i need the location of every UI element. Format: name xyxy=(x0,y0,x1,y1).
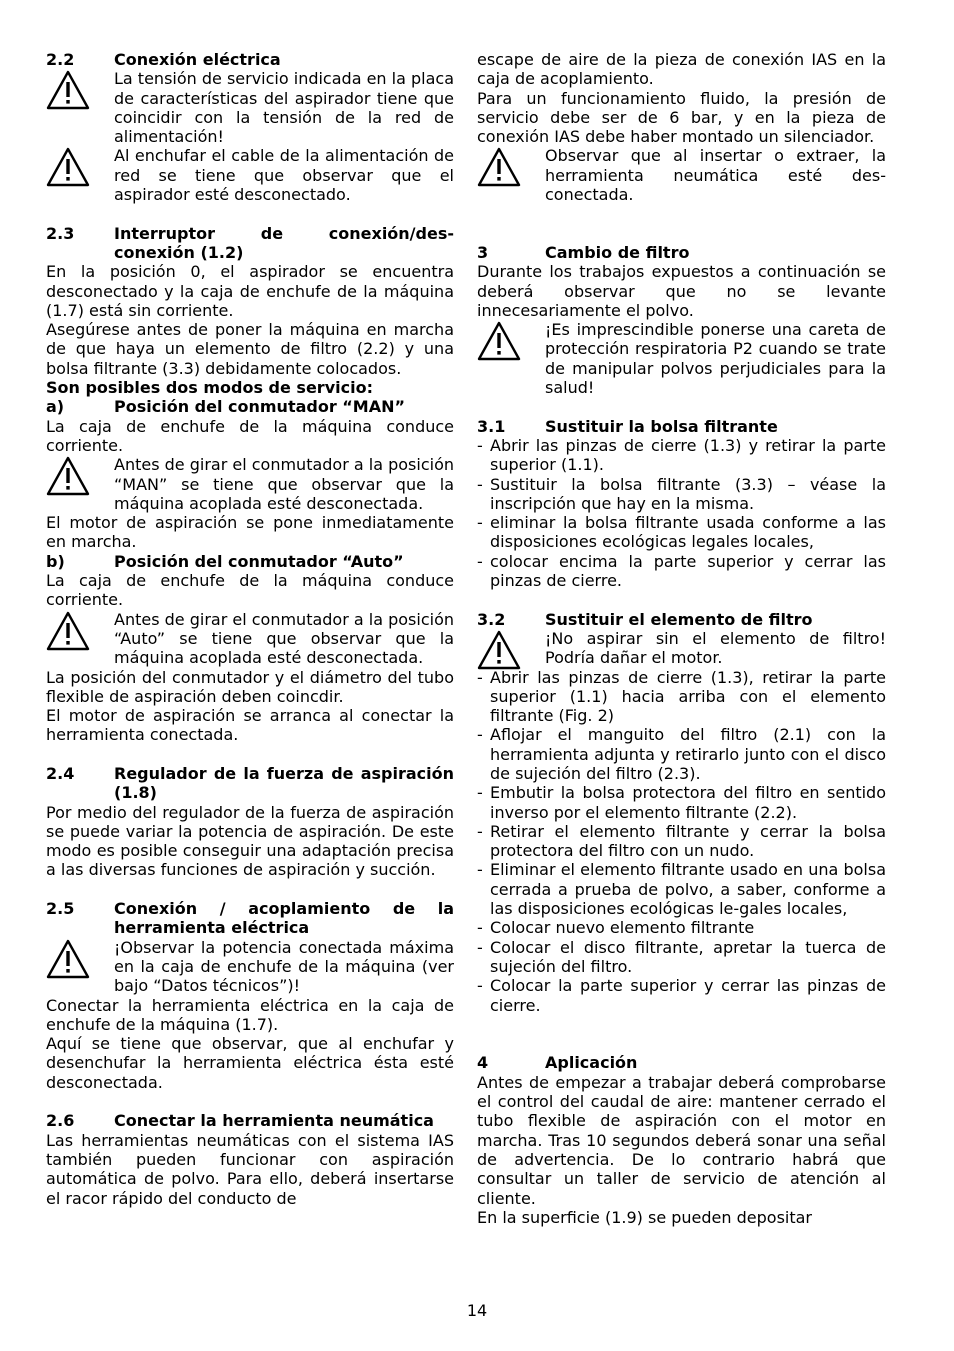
subsection-heading-a xyxy=(46,397,454,416)
section-title: Conectar la herramienta neumática xyxy=(114,1111,434,1131)
paragraph: Para un funcionamiento fluido, la presión de servicio debe ser de 6 bar, y en la pieza de conexión IAS debe haber montado un silenciador. xyxy=(477,88,886,147)
list-dash: - xyxy=(477,474,483,494)
paragraph: Durante los trabajos expuestos a continuación se deberá observar que no se levante innecesariamente el polvo. xyxy=(477,262,886,320)
modes-heading: Son posibles dos modos de servicio: xyxy=(46,378,373,398)
warning-block xyxy=(46,610,454,668)
list-item-text: Retirar el elemento filtrante y cerrar la bolsa protectora del filtro con un nudo. xyxy=(490,821,886,861)
paragraph: La caja de enchufe de la máquina conduce corriente. xyxy=(46,571,454,610)
paragraph: El motor de aspiración se pone inmediatamente en marcha. xyxy=(46,513,454,552)
list-item xyxy=(477,918,886,937)
warning-block xyxy=(477,146,886,204)
list-dash: - xyxy=(477,976,483,996)
list-item xyxy=(477,513,886,552)
section-number: 4 xyxy=(477,1053,489,1073)
list-item-text: Colocar la parte superior y cerrar las pinzas de cierre. xyxy=(490,976,886,1015)
list-item xyxy=(477,976,886,1015)
list-item-text: Abrir las pinzas de cierre (1.3) y retirar la parte superior (1.1). xyxy=(490,435,886,475)
section-number: 2.4 xyxy=(46,763,75,783)
list-item xyxy=(477,475,886,514)
paragraph: El motor de aspiración se arranca al conectar la herramienta conectada. xyxy=(46,706,454,745)
warning-text: ¡Es imprescindible ponerse una careta de protección respiratoria P2 cuando se trate de manipular polvos perjudiciales para la salud! xyxy=(545,320,886,398)
paragraph: En la superficie (1.9) se pueden depositar xyxy=(477,1207,813,1227)
warning-block xyxy=(46,146,454,204)
section-heading-2-2 xyxy=(46,50,454,69)
list-item-text: Aflojar el manguito del filtro (2.1) con la herramienta adjunta y retirarlo junto con el disco de sujeción del filtro (2.3). xyxy=(490,725,886,783)
list-dash: - xyxy=(477,783,483,803)
list-dash: - xyxy=(477,667,483,687)
section-title: Cambio de filtro xyxy=(545,242,690,262)
list-item xyxy=(477,822,886,861)
section-heading-3-1 xyxy=(477,417,886,436)
section-number: 3 xyxy=(477,242,489,262)
section-heading-2-5 xyxy=(46,899,454,938)
page-number: 14 xyxy=(466,1301,488,1320)
section-heading-3-2 xyxy=(477,610,886,629)
paragraph: Antes de empezar a trabajar deberá comprobarse el control del caudal de aire: mantener cerrado el tubo flexible de aspiración con el motor en marcha. Tras 10 segundos deberá sonar una señal de advertencia. De lo contrario habrá que consultar un taller de servicio de atención al cliente. xyxy=(477,1072,886,1208)
list-item-text: Sustituir la bolsa filtrante (3.3) – véase la inscripción que hay en la misma. xyxy=(490,474,886,513)
list-item-text: Embutir la bolsa protectora del filtro en sentido inverso por el elemento filtrante (2.2). xyxy=(490,783,886,822)
section-title: Aplicación xyxy=(545,1053,638,1073)
warning-text: Antes de girar el conmutador a la posición “Auto” se tiene que observar que la máquina acoplada esté desconectada. xyxy=(114,609,454,668)
subsection-letter: b) xyxy=(46,551,65,571)
paragraph: Las herramientas neumáticas con el sistema IAS también pueden funcionar con aspiración automática de polvo. Para ello, deberá insertarse el racor rápido del conducto de xyxy=(46,1130,454,1208)
section-title: Sustituir el elemento de filtro xyxy=(545,609,813,629)
warning-text: ¡No aspirar sin el elemento de filtro! Podría dañar el motor. xyxy=(545,628,886,668)
warning-text: Observar que al insertar o extraer, la herramienta neumática esté des-conectada. xyxy=(545,146,886,205)
list-dash: - xyxy=(477,918,483,938)
section-number: 2.3 xyxy=(46,223,75,243)
warning-text: Antes de girar el conmutador a la posición “MAN” se tiene que observar que la máquina acoplada esté desconectada. xyxy=(114,455,454,513)
subsection-title: Posición del conmutador “MAN” xyxy=(114,397,406,417)
section-number: 3.2 xyxy=(477,609,506,629)
warning-text: La tensión de servicio indicada en la placa de características del aspirador tiene que coincidir con la tensión de la red de alimentación! xyxy=(114,69,454,147)
subsection-title: Posición del conmutador “Auto” xyxy=(114,551,404,571)
warning-text: Al enchufar el cable de la alimentación de red se tiene que observar que el aspirador esté desconectado. xyxy=(114,146,454,205)
list-item-text: Eliminar el elemento filtrante usado en una bolsa cerrada a prueba de polvo, a saber, conforme a las disposiciones ecológicas le-gales locales, xyxy=(490,860,886,919)
right-column xyxy=(477,50,886,1227)
list-item xyxy=(477,783,886,822)
list-dash: - xyxy=(477,937,483,957)
list-dash: - xyxy=(477,821,483,841)
section-heading-2-3 xyxy=(46,224,454,263)
list-item xyxy=(477,860,886,918)
list-dash: - xyxy=(477,551,483,571)
list-item-text: Colocar nuevo elemento filtrante xyxy=(490,918,755,938)
list-dash: - xyxy=(477,513,483,533)
section-title: Sustituir la bolsa filtrante xyxy=(545,416,778,436)
paragraph: escape de aire de la pieza de conexión IAS en la caja de acoplamiento. xyxy=(477,50,886,89)
warning-block xyxy=(477,629,886,668)
section-heading-3 xyxy=(477,243,886,262)
paragraph: Conectar la herramienta eléctrica en la caja de enchufe de la máquina (1.7). xyxy=(46,995,454,1034)
warning-block xyxy=(46,69,454,146)
section-title: Conexión / acoplamiento de la herramienta eléctrica xyxy=(114,899,454,938)
section-title: Regulador de la fuerza de aspiración (1.8) xyxy=(114,763,454,803)
section-heading-2-6 xyxy=(46,1111,454,1130)
warning-block xyxy=(46,938,454,996)
section-heading-2-4 xyxy=(46,764,454,803)
warning-block xyxy=(46,455,454,513)
section-number: 2.6 xyxy=(46,1111,75,1131)
paragraph: La posición del conmutador y el diámetro del tubo flexible de aspiración deben coincdir. xyxy=(46,667,454,706)
subsection-letter: a) xyxy=(46,397,65,417)
list-dash: - xyxy=(477,860,483,880)
list-item-text: eliminar la bolsa filtrante usada conforme a las disposiciones ecológicas legales locales, xyxy=(490,513,886,552)
section-number: 2.2 xyxy=(46,50,75,69)
list-item xyxy=(477,725,886,783)
section-title: Interruptor de conexión/des-conexión (1.2) xyxy=(114,223,454,262)
section-number: 3.1 xyxy=(477,416,506,436)
section-number: 2.5 xyxy=(46,899,75,919)
list-item-text: Colocar el disco filtrante, apretar la tuerca de sujeción del filtro. xyxy=(490,937,886,976)
paragraph: La caja de enchufe de la máquina conduce corriente. xyxy=(46,416,454,455)
subsection-heading-b xyxy=(46,552,454,571)
list-dash: - xyxy=(477,435,483,455)
list-item xyxy=(477,938,886,977)
paragraph: En la posición 0, el aspirador se encuentra desconectado y la caja de enchufe de la máquina (1.7) está sin corriente. xyxy=(46,262,454,320)
warning-text: ¡Observar la potencia conectada máxima en la caja de enchufe de la máquina (ver bajo “Datos técnicos”)! xyxy=(114,937,454,996)
list-item xyxy=(477,668,886,726)
list-item xyxy=(477,552,886,591)
list-dash: - xyxy=(477,725,483,745)
warning-block xyxy=(477,320,886,397)
list-item xyxy=(477,436,886,475)
list-item-text: Abrir las pinzas de cierre (1.3), retirar la parte superior (1.1) hacia arriba con el elemento filtrante (Fig. 2) xyxy=(490,667,886,726)
section-title: Conexión eléctrica xyxy=(114,50,281,69)
paragraph: Asegúrese antes de poner la máquina en marcha de que haya un elemento de filtro (2.2) y una bolsa filtrante (3.3) debidamente colocados. xyxy=(46,320,454,378)
left-column xyxy=(46,50,454,1208)
list-item-text: colocar encima la parte superior y cerrar las pinzas de cierre. xyxy=(490,551,886,591)
section-heading-4 xyxy=(477,1053,886,1072)
paragraph: Por medio del regulador de la fuerza de aspiración se puede variar la potencia de aspiración. De este modo es posible conseguir una adaptación precisa a las diversas funciones de aspiración y succión. xyxy=(46,802,454,880)
paragraph: Aquí se tiene que observar, que al enchufar y desenchufar la herramienta eléctrica ésta esté desconectada. xyxy=(46,1034,454,1092)
